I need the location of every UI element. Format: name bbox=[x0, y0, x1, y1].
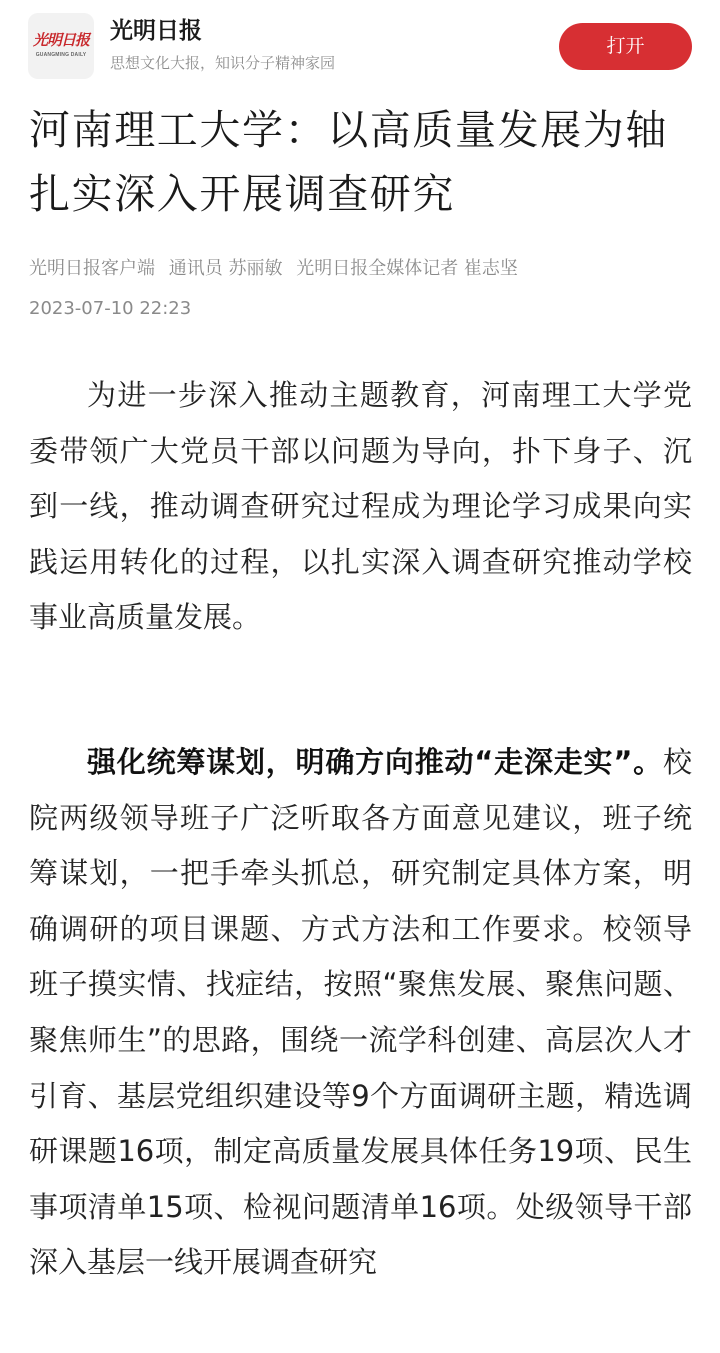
publish-date: 2023-07-10 22:23 bbox=[29, 298, 192, 319]
byline-correspondent: 通讯员 苏丽敏 bbox=[168, 258, 283, 279]
byline-reporter: 光明日报全媒体记者 崔志坚 bbox=[296, 258, 518, 279]
paragraph-2-text: 校院两级领导班子广泛听取各方面意见建议，班子统筹谋划，一把手牵头抓总，研究制定具体方案，明确调研的项目课题、方式方法和工作要求。校领导班子摸实情、找症结，按照“聚焦发展、聚焦问题、聚焦师生”的思路，围绕一流学科创建、高层次人才引育、基层党组织建设等9个方面调研主题，精选调研课题16项，制定高质量发展具体任务19项、民生事项清单15项、检视问题清单16项。处级领导干部深入基层一线开展调查研究 bbox=[29, 745, 692, 1280]
logo-script-text: 光明日报 bbox=[32, 31, 89, 49]
app-header bbox=[0, 0, 720, 94]
paragraph-1-text: 为进一步深入推动主题教育，河南理工大学党委带领广大党员干部以问题为导向，扑下身子、沉到一线，推动调查研究过程成为理论学习成果向实践运用转化的过程，以扎实深入调查研究推动学校事业高质量发展。 bbox=[29, 378, 692, 635]
brand-slogan: 思想文化大报，知识分子精神家园 bbox=[110, 54, 336, 72]
article-title: 河南理工大学：以高质量发展为轴扎实深入开展调查研究 bbox=[29, 106, 668, 218]
brand-name: 光明日报 bbox=[110, 17, 202, 44]
logo-subtext: GUANGMING DAILY bbox=[35, 52, 87, 58]
brand-logo bbox=[28, 13, 94, 79]
byline-source: 光明日报客户端 bbox=[29, 258, 155, 279]
open-app-button[interactable]: 打开 bbox=[559, 23, 692, 70]
article-paragraph-2 bbox=[29, 735, 692, 1291]
article-byline bbox=[29, 254, 518, 284]
paragraph-2-lead: 强化统筹谋划，明确方向推动“走深走实”。 bbox=[87, 745, 663, 779]
article-paragraph-1 bbox=[29, 368, 692, 646]
